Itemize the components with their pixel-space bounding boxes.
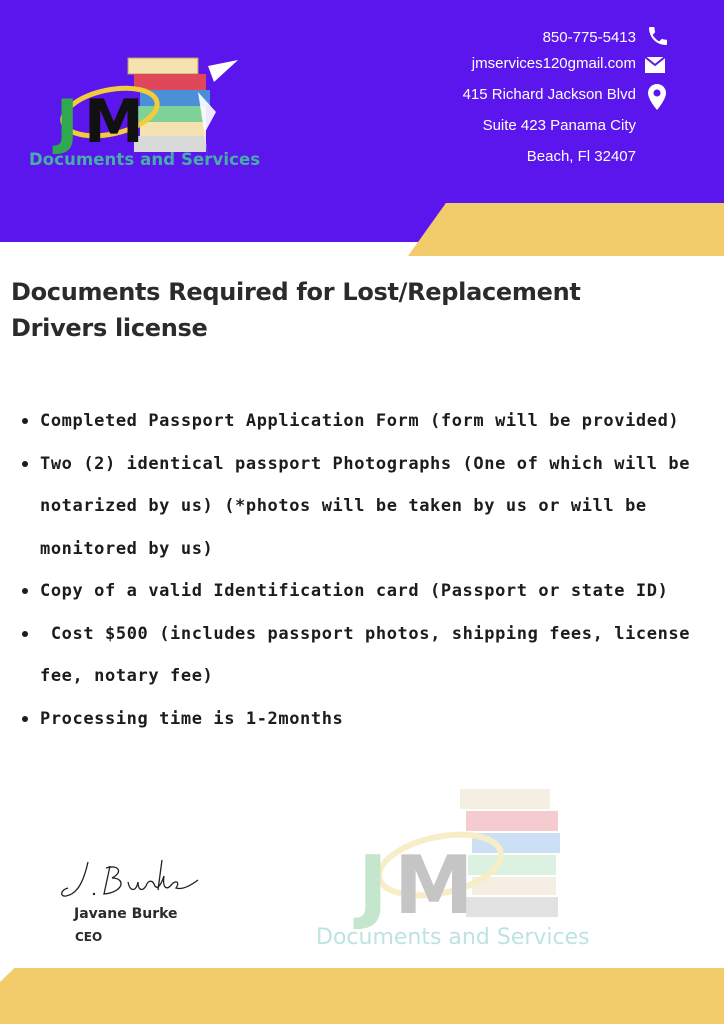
requirements-list: [22, 400, 702, 740]
footer-band: [0, 968, 724, 1024]
location-pin-icon: [648, 84, 666, 110]
title-line-2: Drivers license: [11, 314, 208, 342]
contact-address-line3: Beach, Fl 32407: [526, 148, 636, 165]
contact-address-line1: 415 Richard Jackson Blvd: [462, 86, 636, 103]
bullet-icon: [22, 418, 28, 424]
list-item: Completed Passport Application Form (form will be provided): [22, 400, 702, 443]
watermark-logo: [330, 785, 630, 935]
logo-letter-m: M: [84, 87, 144, 157]
bullet-icon: [22, 461, 28, 467]
bullet-icon: [22, 716, 28, 722]
bullet-icon: [22, 631, 28, 637]
header-accent-stripe: [408, 203, 724, 256]
contact-phone: 850-775-5413: [542, 29, 636, 46]
email-icon: [645, 57, 665, 73]
signer-name: Javane Burke: [74, 906, 178, 922]
phone-icon: [646, 24, 670, 48]
list-item: Processing time is 1-2months: [22, 698, 702, 741]
title-line-1: Documents Required for Lost/Replacement: [11, 278, 581, 306]
list-item: Cost $500 (includes passport photos, shipping fees, license fee, notary fee): [22, 613, 702, 698]
page-title: [11, 274, 651, 346]
signer-title: CEO: [75, 930, 103, 944]
brand-name: Documents and Services: [29, 150, 261, 169]
svg-text:J: J: [358, 839, 388, 932]
svg-text:M: M: [394, 839, 474, 932]
contact-address-line2: Suite 423 Panama City: [482, 117, 636, 134]
list-item: Two (2) identical passport Photographs (One of which will be notarized by us) (*photos will be taken by us or will be monitored by us): [22, 443, 702, 571]
handwritten-signature: [58, 850, 218, 910]
list-item: Copy of a valid Identification card (Passport or state ID): [22, 570, 702, 613]
watermark-brand-name: Documents and Services: [316, 925, 590, 950]
logo-letter-j: J: [56, 87, 79, 157]
bullet-icon: [22, 588, 28, 594]
contact-email: jmservices120gmail.com: [471, 55, 636, 72]
